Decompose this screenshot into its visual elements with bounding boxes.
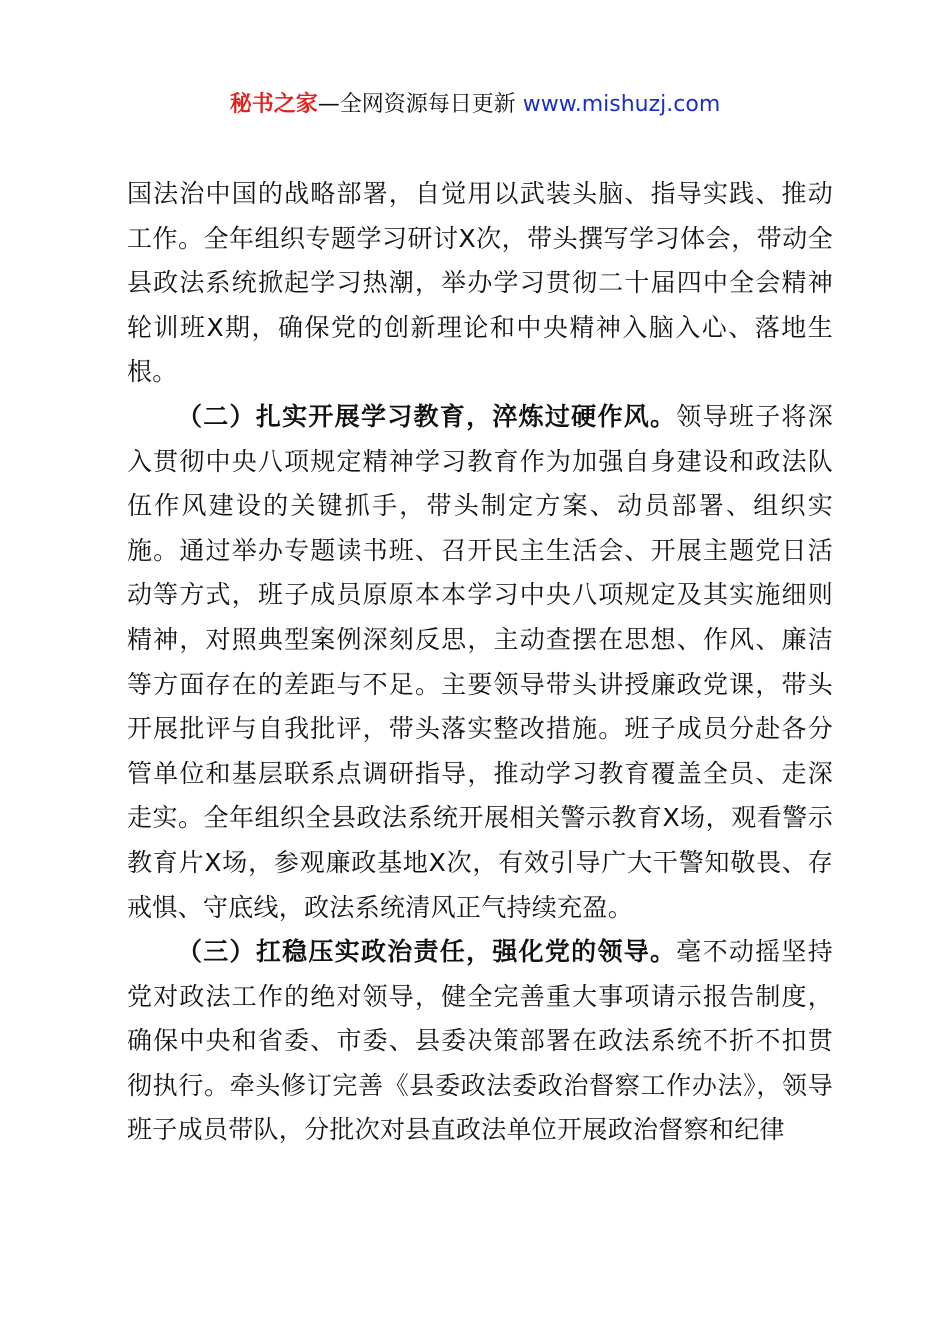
site-brand: 秘书之家 [229,92,318,117]
document-body [127,172,833,1153]
paragraph-text: 毫不动摇坚持党对政法工作的绝对领导，健全完善重大事项请示报告制度，确保中央和省委、市委、县委决策部署在政法系统不折不扣贯彻执行。牵头修订完善《县委政法委政治督察工作办法》，领导班子成员带队，分批次对县直政法单位开展政治督察和纪律 [127,937,833,1145]
header-tagline: —全网资源每日更新 [317,92,523,117]
paragraph-section-3 [127,930,833,1153]
site-header [0,88,950,122]
section-heading-3: （三）扛稳压实政治责任，强化党的领导。 [177,937,677,967]
paragraph-section-2 [127,395,833,930]
paragraph-continuation [127,172,833,395]
paragraph-text: 领导班子将深入贯彻中央八项规定精神学习教育作为加强自身建设和政法队伍作风建设的关键抓手，带头制定方案、动员部署、组织实施。通过举办专题读书班、召开民主生活会、开展主题党日活动等方式，班子成员原原本本学习中央八项规定及其实施细则精神，对照典型案例深刻反思，主动查摆在思想、作风、廉洁等方面存在的差距与不足。主要领导带头讲授廉政党课，带头开展批评与自我批评，带头落实整改措施。班子成员分赴各分管单位和基层联系点调研指导，推动学习教育覆盖全员、走深走实。全年组织全县政法系统开展相关警示教育X场，观看警示教育片X场，参观廉政基地X次，有效引导广大干警知敬畏、存戒惧、守底线，政法系统清风正气持续充盈。 [127,401,833,922]
section-heading-2: （二）扎实开展学习教育，淬炼过硬作风。 [177,401,677,431]
site-url[interactable]: www.mishuzj.com [522,92,721,117]
paragraph-text: 国法治中国的战略部署，自觉用以武装头脑、指导实践、推动工作。全年组织专题学习研讨X次，带头撰写学习体会，带动全县政法系统掀起学习热潮，举办学习贯彻二十届四中全会精神轮训班X期，确保党的创新理论和中央精神入脑入心、落地生根。 [127,179,833,387]
